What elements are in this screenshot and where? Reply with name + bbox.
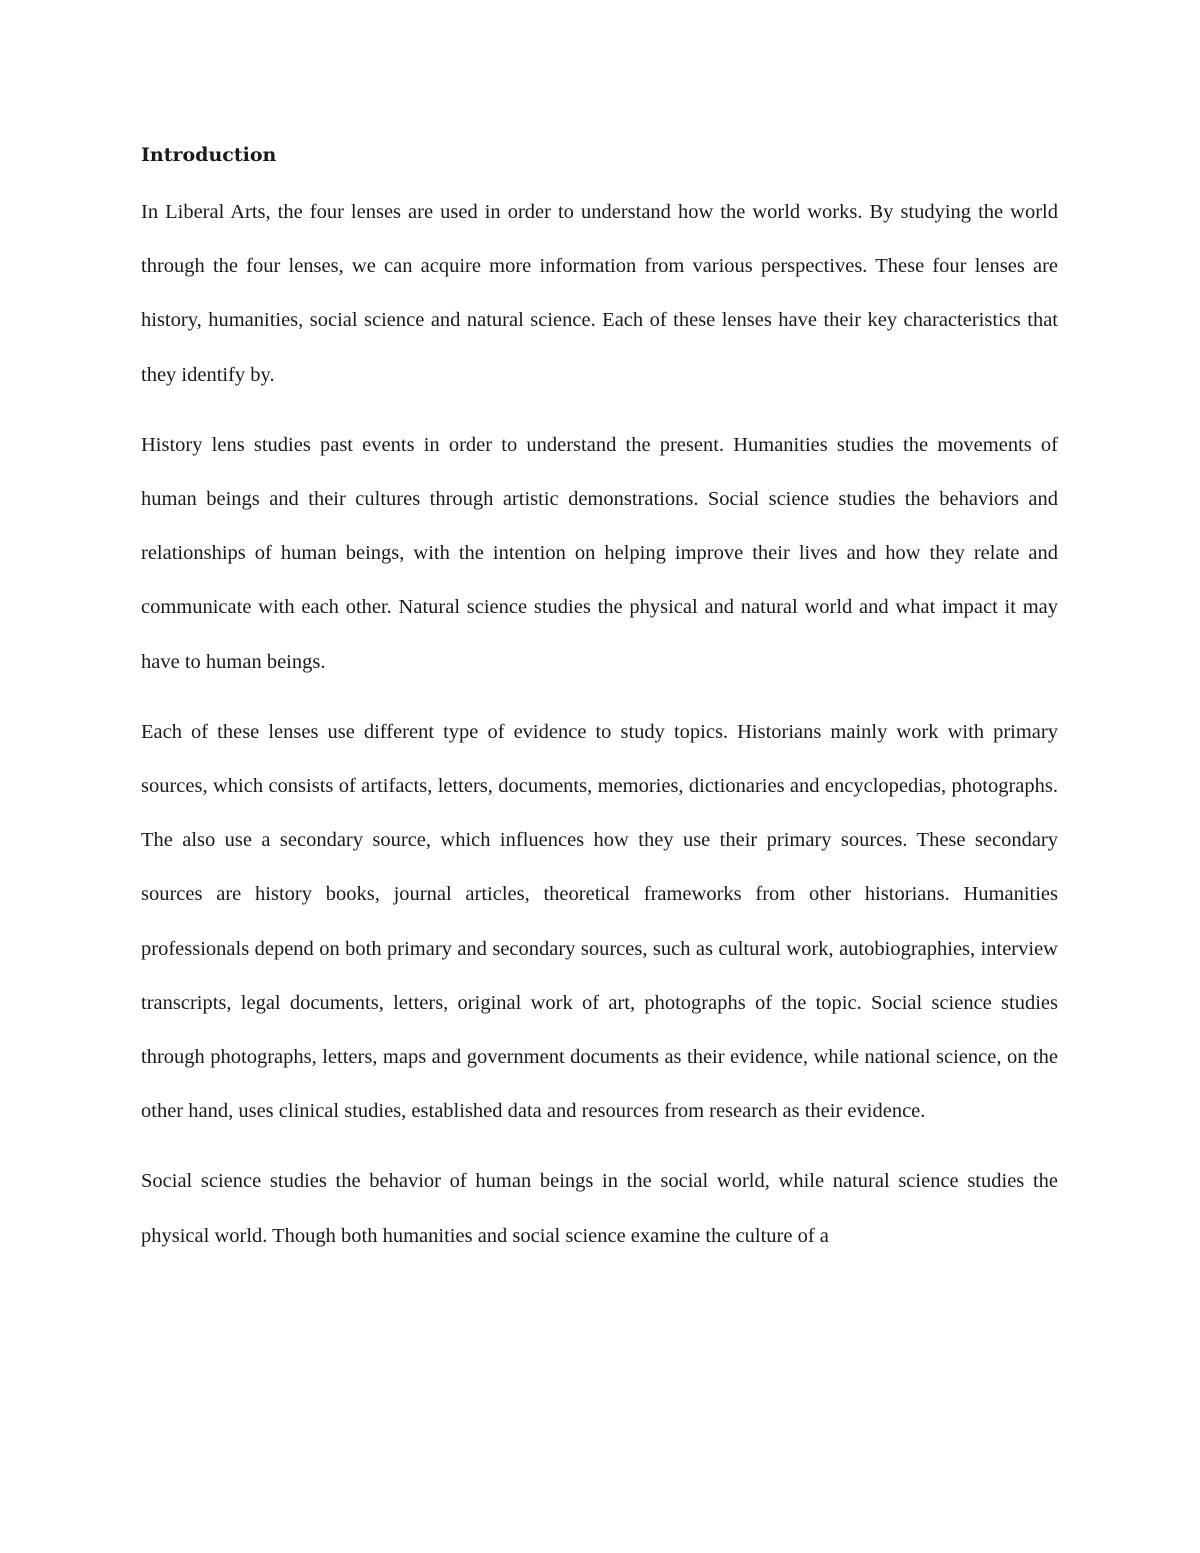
paragraph-intro: In Liberal Arts, the four lenses are used in order to understand how the world works. By studying the world through the four lenses, we can acquire more information from various perspectives. These four lenses are history, humanities, social science and natural science. Each of these lenses have their key characteristics that they identify by. [141, 201, 1058, 386]
paragraph-evidence: Each of these lenses use different type of evidence to study topics. Historians mainly work with primary sources, which consists of artifacts, letters, documents, memories, dictionaries and encyclopedias, photographs. The also use a secondary source, which influences how they use their primary sources. These secondary sources are history books, journal articles, theoretical frameworks from other historians. Humanities professionals depend on both primary and secondary sources, such as cultural work, autobiographies, interview transcripts, legal documents, letters, original work of art, photographs of the topic. Social science studies through photographs, letters, maps and government documents as their evidence, while national science, on the other hand, uses clinical studies, established data and resources from research as their evidence. [141, 720, 1058, 1123]
document-body [141, 128, 1058, 1279]
paragraph-comparison: Social science studies the behavior of human beings in the social world, while natural science studies the physical world. Though both humanities and social science examine the culture of a [141, 1170, 1058, 1247]
paragraph-lens-definitions: History lens studies past events in order to understand the present. Humanities studies the movements of human beings and their cultures through artistic demonstrations. Social science studies the behaviors and relationships of human beings, with the intention on helping improve their lives and how they relate and communicate with each other. Natural science studies the physical and natural world and what impact it may have to human beings. [141, 433, 1058, 673]
section-heading: Introduction [141, 144, 277, 166]
